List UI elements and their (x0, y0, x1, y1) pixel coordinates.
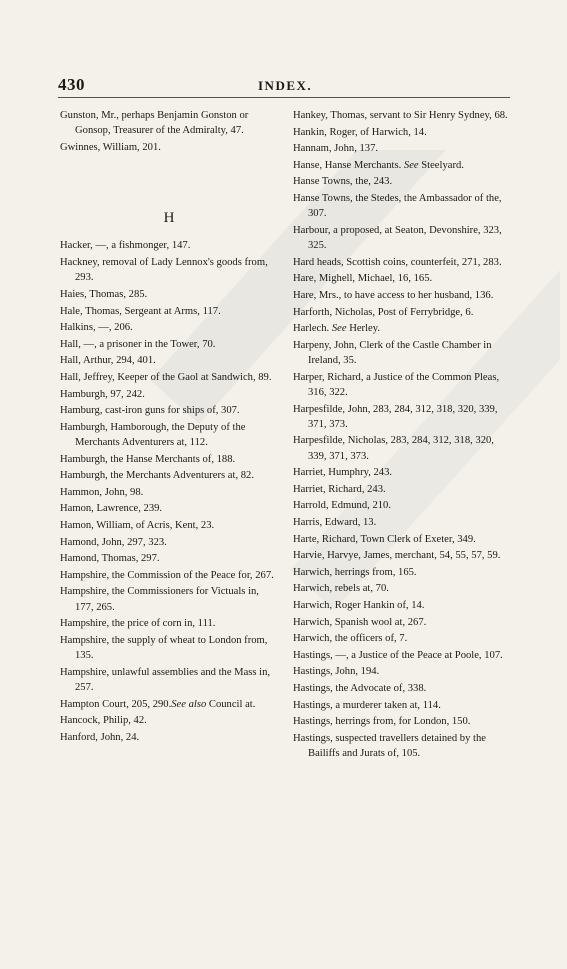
entry-text: Haies, Thomas, 285. (60, 288, 148, 300)
index-entry (293, 338, 511, 369)
index-entry (293, 141, 511, 156)
index-entry (60, 468, 278, 483)
entry-text: Hanse Towns, the, 243. (293, 176, 393, 188)
index-entry (293, 532, 511, 547)
index-entry (293, 125, 511, 140)
index-entry (293, 158, 511, 173)
index-entry (293, 548, 511, 563)
see-reference: See (329, 323, 347, 335)
entry-text: Hamond, John, 297, 323. (60, 536, 167, 548)
index-entry (293, 271, 511, 286)
entry-text: Hankin, Roger, of Harwich, 14. (293, 126, 427, 138)
entry-text: Hamburgh, the Merchants Adventurers at, 82. (60, 470, 254, 482)
entry-text: Hall, Arthur, 294, 401. (60, 355, 156, 367)
index-entry (293, 255, 511, 270)
index-entry (293, 321, 511, 336)
entry-text: Hale, Thomas, Sergeant at Arms, 117. (60, 305, 221, 317)
entry-text: Hanse, Hanse Merchants. (293, 159, 402, 171)
entry-text: Hackney, removal of Lady Lennox's goods from, 293. (60, 257, 268, 284)
index-entry (293, 565, 511, 580)
index-entry (293, 664, 511, 679)
entry-text: Hard heads, Scottish coins, counterfeit, 271, 283. (293, 256, 502, 268)
index-entry (293, 433, 511, 464)
entry-text: Harpesfilde, John, 283, 284, 312, 318, 320, 339, 371, 373. (293, 403, 498, 430)
see-target: Steelyard. (418, 159, 464, 171)
see-reference: See also (171, 698, 207, 710)
index-entry (293, 370, 511, 401)
entry-text: Hamburg, cast-iron guns for ships of, 307. (60, 405, 240, 417)
left-column (60, 108, 278, 746)
index-entry (60, 420, 278, 451)
index-entry (60, 633, 278, 664)
index-entry (293, 288, 511, 303)
entry-text: Harriet, Richard, 243. (293, 483, 386, 495)
entry-text: Hanford, John, 24. (60, 731, 140, 743)
index-entry (293, 305, 511, 320)
entry-text: Harpesfilde, Nicholas, 283, 284, 312, 318, 320, 339, 371, 373. (293, 435, 494, 462)
page-number: 430 (58, 75, 85, 94)
index-entry (60, 535, 278, 550)
running-head: INDEX. (258, 78, 313, 93)
entry-text: Hamond, Thomas, 297. (60, 553, 160, 565)
index-entry (293, 615, 511, 630)
index-entry (60, 551, 278, 566)
index-entry (60, 108, 278, 139)
entry-text: Hastings, John, 194. (293, 666, 380, 678)
entry-text: Hastings, herrings from, for London, 150. (293, 716, 471, 728)
entry-text: Harlech. (293, 323, 330, 335)
entry-text: Hastings, the Advocate of, 338. (293, 683, 427, 694)
entry-text: Harper, Richard, a Justice of the Common Pleas, 316, 322. (293, 371, 500, 398)
index-entry (60, 485, 278, 500)
index-entry (60, 452, 278, 467)
entry-text: Hamburgh, the Hanse Merchants of, 188. (60, 453, 236, 465)
index-entry (60, 337, 278, 352)
index-entry (60, 584, 278, 615)
entry-text: Hankey, Thomas, servant to Sir Henry Sydney, 68. (293, 110, 508, 121)
index-entry (293, 402, 511, 433)
index-entry (60, 320, 278, 335)
left-top-entries (60, 108, 278, 155)
index-entry (293, 223, 511, 254)
entry-text: Harwich, Spanish wool at, 267. (293, 616, 427, 628)
entry-text: Harte, Richard, Town Clerk of Exeter, 349. (293, 533, 476, 545)
index-entry (293, 731, 511, 762)
index-entry (60, 665, 278, 696)
index-entry (60, 518, 278, 533)
index-entry (293, 108, 511, 123)
entry-text: Harvie, Harvye, James, merchant, 54, 55, 57, 59. (293, 550, 501, 562)
entry-text: Gunston, Mr., perhaps Benjamin Gonston or Gonsop, Treasurer of the Admiralty, 47. (60, 110, 249, 137)
index-entry (293, 648, 511, 663)
entry-text: Hampshire, the price of corn in, 111. (60, 618, 216, 630)
index-entry (60, 730, 278, 745)
index-entry (60, 140, 278, 155)
index-entry (293, 465, 511, 480)
index-entry (60, 238, 278, 253)
left-entries (60, 238, 278, 745)
index-entry (293, 174, 511, 189)
see-target: Herley. (346, 323, 380, 335)
right-entries (293, 108, 511, 761)
entry-text: Hampton Court, 205, 290. (60, 698, 172, 710)
entry-text: Harforth, Nicholas, Post of Ferrybridge, 6. (293, 306, 474, 318)
index-entry (60, 616, 278, 631)
entry-text: Hamburgh, Hamborough, the Deputy of the Merchants Adventurers at, 112. (60, 421, 246, 449)
entry-text: Hastings, —, a Justice of the Peace at Poole, 107. (293, 649, 503, 661)
entry-text: Hampshire, the supply of wheat to London from, 135. (60, 634, 268, 662)
see-target: Council at. (206, 698, 256, 710)
entry-text: Hall, Jeffrey, Keeper of the Gaol at Sandwich, 89. (60, 371, 272, 383)
entry-text: Hamon, William, of Acris, Kent, 23. (60, 519, 215, 531)
index-entry (60, 403, 278, 418)
entry-text: Harwich, herrings from, 165. (293, 566, 417, 578)
entry-text: Hampshire, the Commission of the Peace for, 267. (60, 569, 274, 581)
entry-text: Hare, Mighell, Michael, 16, 165. (293, 273, 433, 285)
right-column (293, 108, 511, 763)
index-entry (60, 387, 278, 402)
index-entry (60, 304, 278, 319)
entry-text: Harwich, rebels at, 70. (293, 583, 389, 595)
entry-text: Hampshire, unlawful assemblies and the Mass in, 257. (60, 666, 271, 694)
entry-text: Hare, Mrs., to have access to her husband, 136. (293, 289, 494, 301)
index-entry (60, 713, 278, 728)
entry-text: Harpeny, John, Clerk of the Castle Chamber in Ireland, 35. (293, 339, 492, 367)
index-entry (60, 370, 278, 385)
see-reference: See (401, 159, 419, 171)
entry-text: Harwich, the officers of, 7. (293, 633, 408, 645)
index-entry (293, 498, 511, 513)
entry-text: Halkins, —, 206. (60, 322, 133, 334)
entry-text: Gwinnes, William, 201. (60, 141, 161, 153)
entry-text: Harrold, Edmund, 210. (293, 500, 391, 512)
index-entry (293, 714, 511, 729)
index-entry (60, 287, 278, 302)
index-entry (60, 568, 278, 583)
entry-text: Hall, —, a prisoner in the Tower, 70. (60, 338, 216, 350)
entry-text: Hastings, suspected travellers detained by the Bailiffs and Jurats of, 105. (293, 732, 486, 760)
index-entry (293, 581, 511, 596)
entry-text: Hamon, Lawrence, 239. (60, 503, 163, 515)
index-entry (60, 255, 278, 286)
index-entry (60, 353, 278, 368)
entry-text: Harbour, a proposed, at Seaton, Devonshire, 323, 325. (293, 224, 502, 252)
entry-text: Hannam, John, 137. (293, 143, 379, 155)
entry-text: Harwich, Roger Hankin of, 14. (293, 600, 425, 612)
header-rule (58, 97, 510, 98)
index-entry (293, 598, 511, 613)
index-entry (293, 191, 511, 222)
entry-text: Hanse Towns, the Stedes, the Ambassador of the, 307. (293, 192, 502, 220)
letter-heading: H (163, 210, 175, 227)
index-entry (293, 482, 511, 497)
index-entry (293, 698, 511, 713)
index-entry (293, 515, 511, 530)
entry-text: Hastings, a murderer taken at, 114. (293, 699, 441, 711)
entry-text: Hamburgh, 97, 242. (60, 388, 145, 400)
index-entry (60, 697, 278, 712)
index-entry (60, 501, 278, 516)
index-entry (293, 681, 511, 696)
entry-text: Harriet, Humphry, 243. (293, 467, 393, 479)
entry-text: Hampshire, the Commissioners for Victuals in, 177, 265. (60, 586, 259, 613)
page-header (58, 75, 508, 95)
entry-text: Hacker, —, a fishmonger, 147. (60, 240, 191, 252)
entry-text: Hammon, John, 98. (60, 486, 144, 498)
index-entry (293, 631, 511, 646)
entry-text: Hancock, Philip, 42. (60, 715, 147, 727)
entry-text: Harris, Edward, 13. (293, 517, 377, 529)
